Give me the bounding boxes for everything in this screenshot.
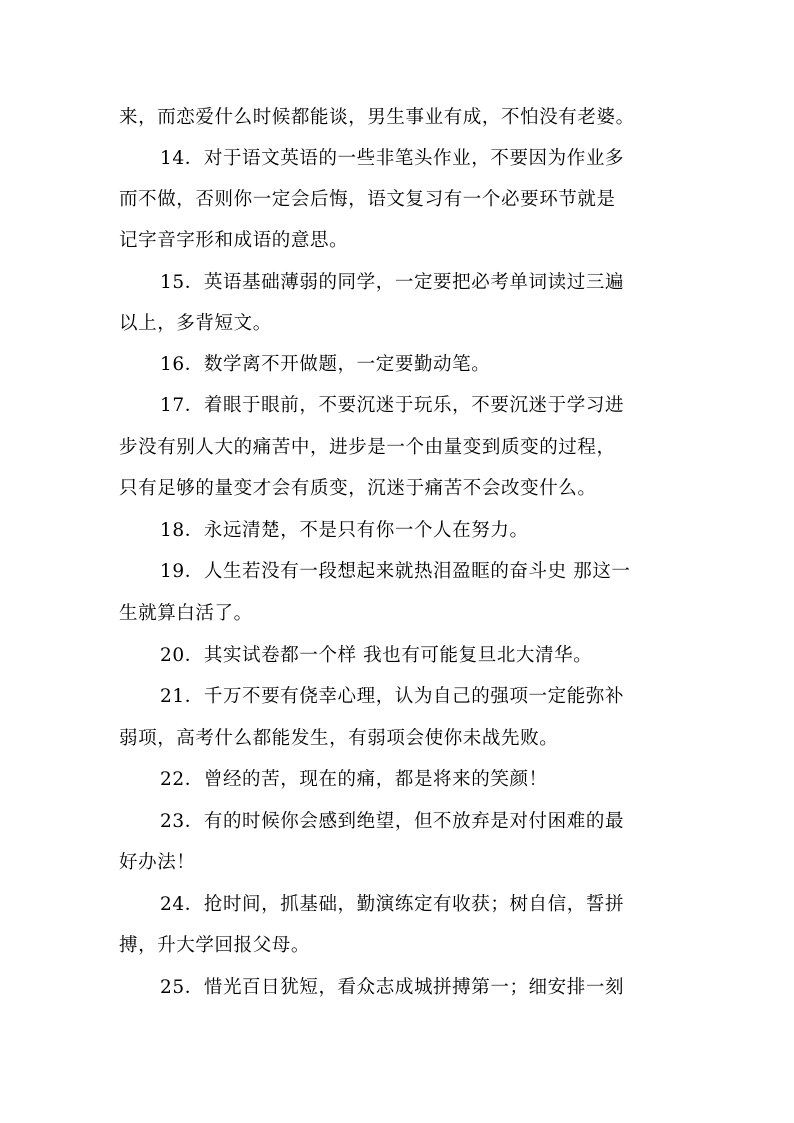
item-25-line-1: 25．惜光百日犹短，看众志成城拼搏第一；细安排一刻 bbox=[160, 977, 625, 998]
item-14-line-3: 记字音字形和成语的意思。 bbox=[119, 230, 349, 251]
item-19-line-1: 19．人生若没有一段想起来就热泪盈眶的奋斗史 那这一 bbox=[160, 561, 631, 582]
item-16-line-1: 16．数学离不开做题，一定要勤动笔。 bbox=[160, 354, 491, 375]
item-24-line-2: 搏，升大学回报父母。 bbox=[119, 935, 311, 956]
item-23-line-2: 好办法！ bbox=[119, 852, 196, 873]
item-19-line-2: 生就算白活了。 bbox=[119, 603, 253, 624]
item-17-line-3: 只有足够的量变才会有质变，沉迷于痛苦不会改变什么。 bbox=[119, 478, 597, 499]
item-14-line-2: 而不做，否则你一定会后悔，语文复习有一个必要环节就是 bbox=[119, 189, 616, 210]
item-18-line-1: 18．永远清楚，不是只有你一个人在努力。 bbox=[160, 520, 529, 541]
item-20-line-1: 20．其实试卷都一个样 我也有可能复旦北大清华。 bbox=[160, 645, 593, 666]
item-24-line-1: 24．抢时间，抓基础，勤演练定有收获；树自信，誓拼 bbox=[160, 894, 625, 915]
item-17-line-2: 步没有别人大的痛苦中，进步是一个由量变到质变的过程， bbox=[119, 437, 616, 458]
item-15-line-2: 以上，多背短文。 bbox=[119, 313, 272, 334]
item-21-line-2: 弱项，高考什么都能发生，有弱项会使你未战先败。 bbox=[119, 728, 559, 749]
item-15-line-1: 15．英语基础薄弱的同学，一定要把必考单词读过三遍 bbox=[160, 272, 625, 293]
item-22-line-1: 22．曾经的苦，现在的痛，都是将来的笑颜！ bbox=[160, 769, 548, 790]
paragraph-continuation-line-1: 来，而恋爱什么时候都能谈，男生事业有成，不怕没有老婆。 bbox=[119, 107, 635, 128]
item-17-line-1: 17．着眼于眼前，不要沉迷于玩乐，不要沉迷于学习进 bbox=[160, 395, 625, 416]
item-14-line-1: 14．对于语文英语的一些非笔头作业，不要因为作业多 bbox=[160, 148, 625, 169]
item-21-line-1: 21．千万不要有侥幸心理，认为自己的强项一定能弥补 bbox=[160, 686, 625, 707]
item-23-line-1: 23．有的时候你会感到绝望，但不放弃是对付困难的最 bbox=[160, 811, 625, 832]
